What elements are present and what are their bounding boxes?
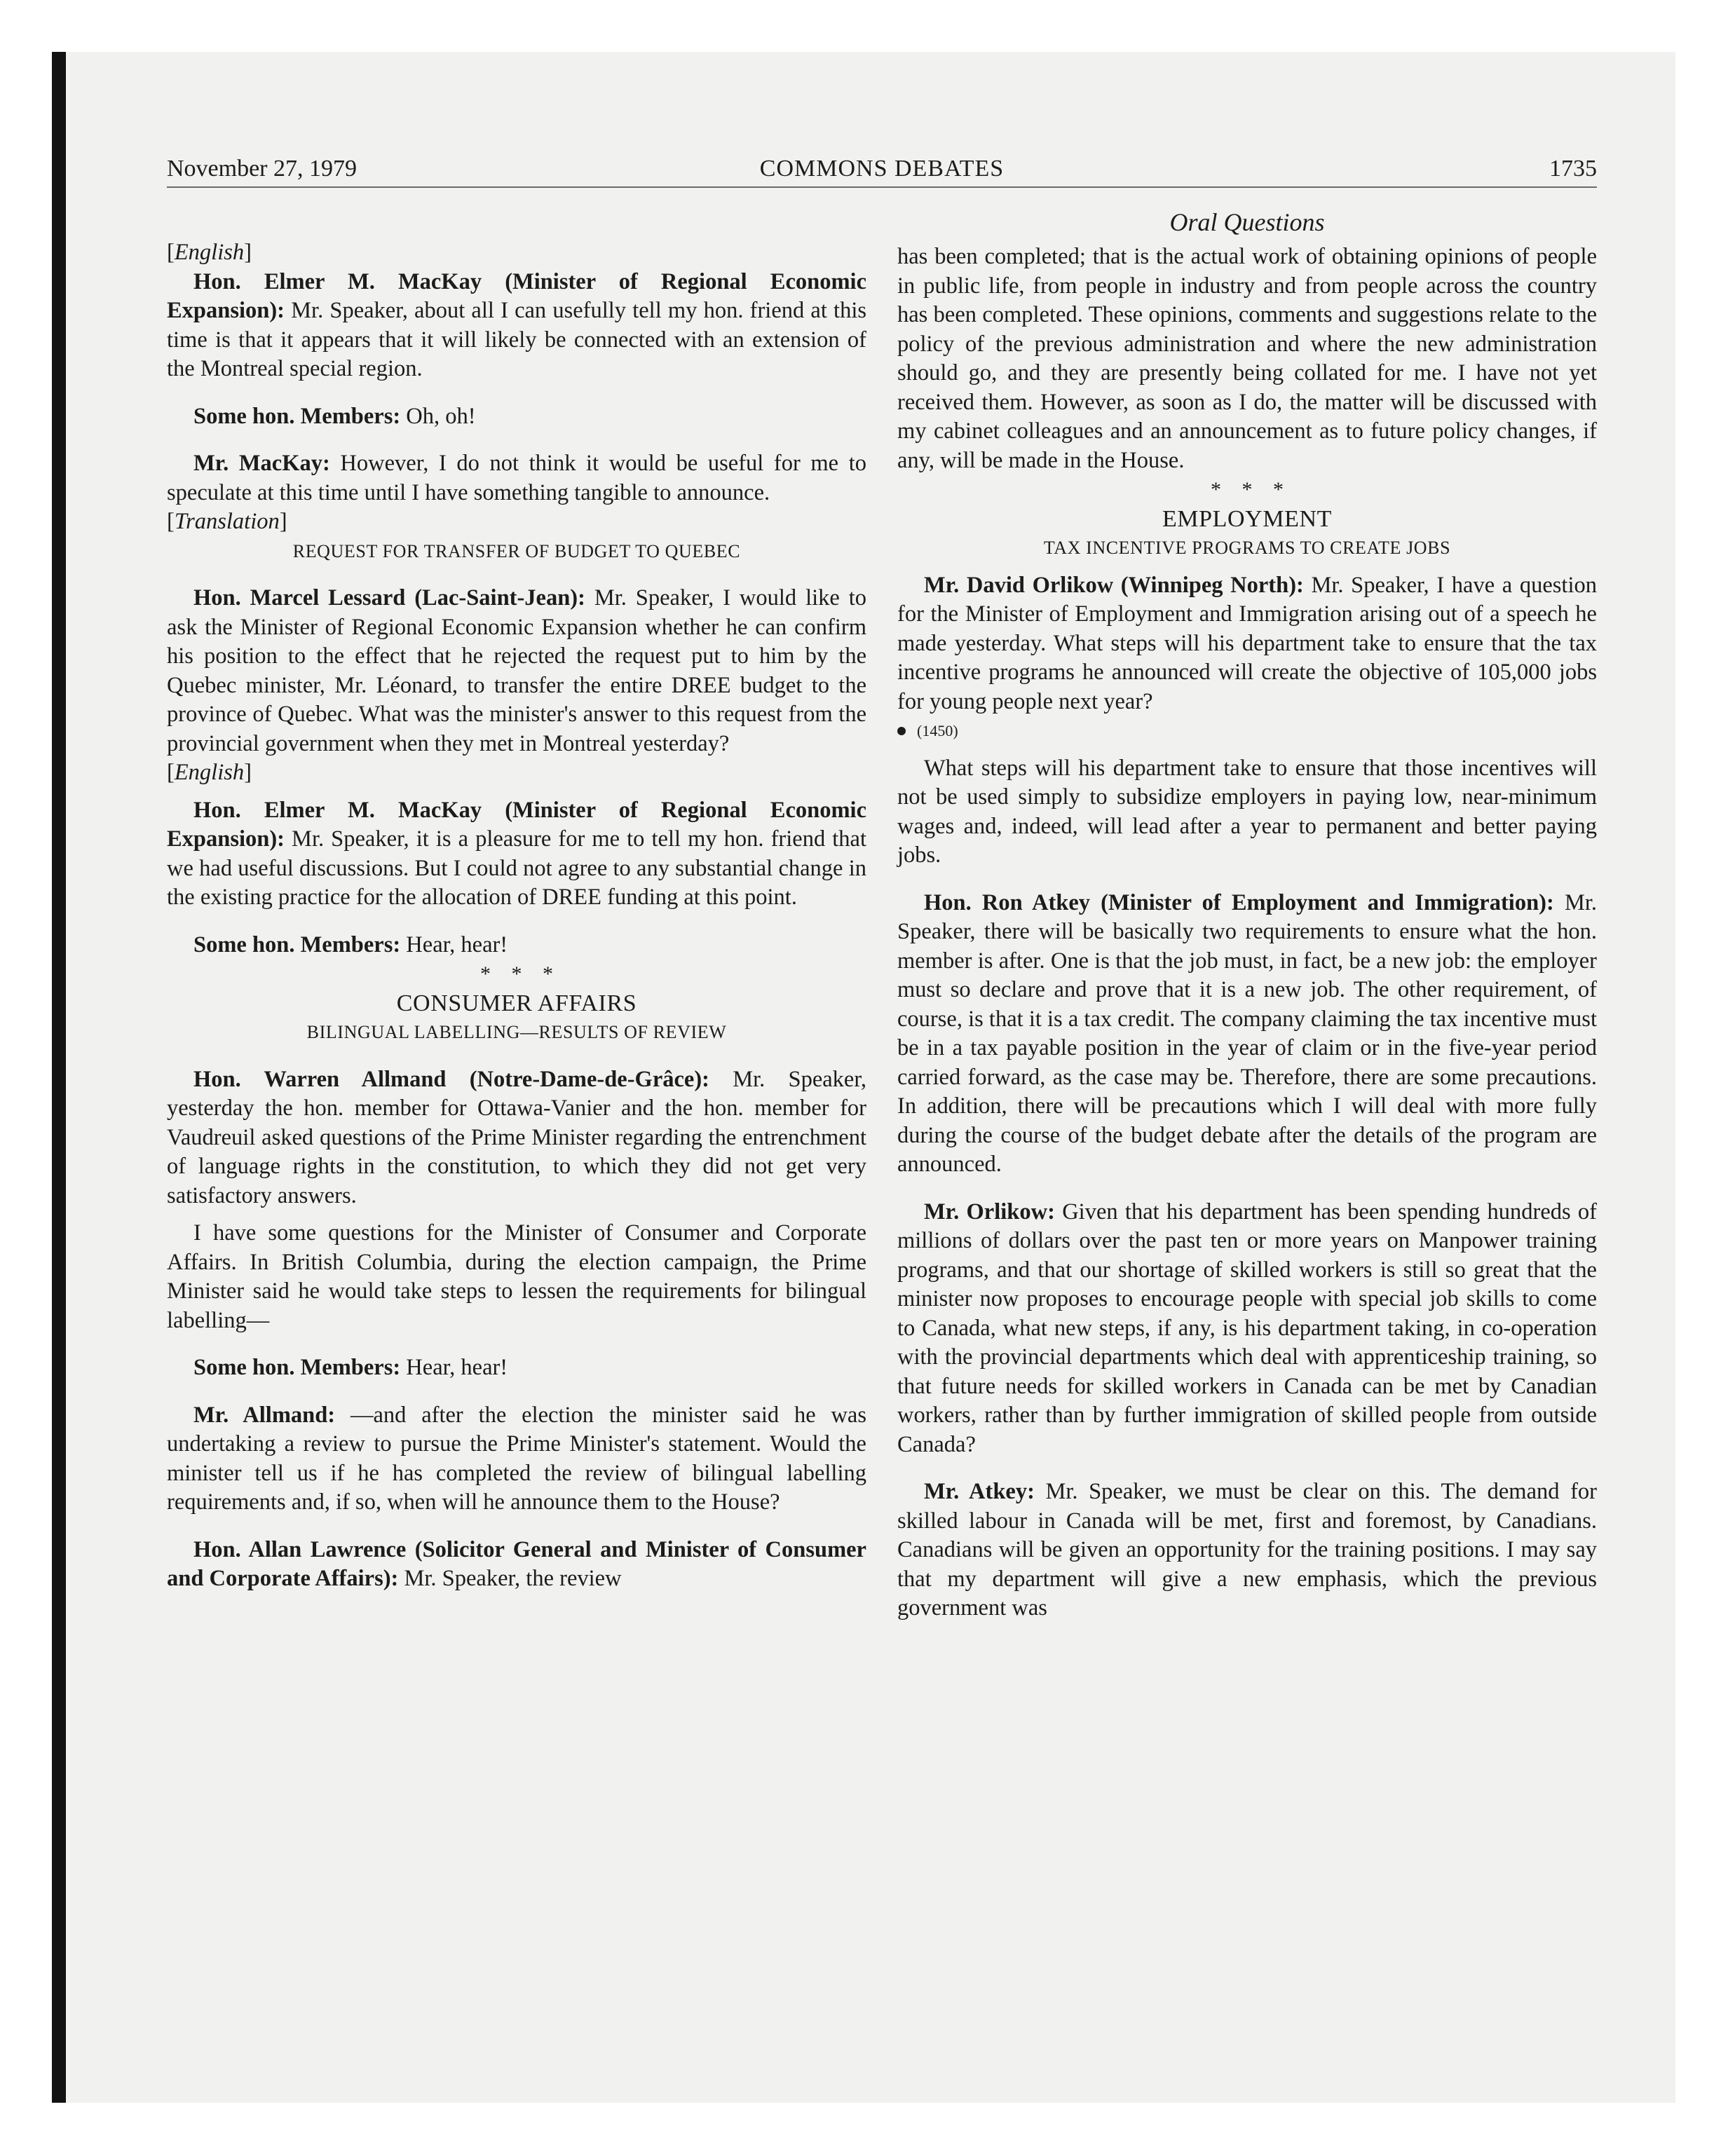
section-divider: * * *	[1211, 478, 1284, 501]
paragraph: Mr. Atkey: Mr. Speaker, we must be clear on this. The demand for skilled labour in Canada will be met, first and foremost, by Canadians. Canadians will be given an opportunity for the training positions. I may say that my department will give a new emphasis, which the previous government was	[897, 1479, 1597, 1621]
left-column	[167, 238, 866, 1594]
speaker-name: Mr. David Orlikow (Winnipeg North):	[924, 572, 1304, 598]
paragraph: Hon. Warren Allmand (Notre-Dame-de-Grâce): Mr. Speaker, yesterday the hon. member for Ottawa-Vanier and the hon. member for Vaudreuil asked questions of the Prime Minister regarding the entrenchment of language rights in the constitution, to which they did not get very satisfactory answers.	[167, 1066, 866, 1208]
speaker-name: Some hon. Members:	[193, 1355, 401, 1380]
speaker-name: Hon. Warren Allmand (Notre-Dame-de-Grâce):	[193, 1066, 709, 1092]
paragraph: Hon. Elmer M. MacKay (Minister of Regional Economic Expansion): Mr. Speaker, it is a pleasure for me to tell my hon. friend that we had useful discussions. But I could not agree to any substantial change in the existing practice for the allocation of DREE funding at this point.	[167, 797, 866, 910]
section-heading: CONSUMER AFFAIRS	[396, 990, 637, 1016]
language-tag: [Translation]	[167, 509, 287, 534]
subheading: TAX INCENTIVE PROGRAMS TO CREATE JOBS	[1043, 538, 1451, 558]
section-divider: * * *	[480, 962, 553, 985]
paragraph: Some hon. Members: Hear, hear!	[193, 932, 508, 957]
language-tag: [English]	[167, 240, 252, 265]
subheading: BILINGUAL LABELLING—RESULTS OF REVIEW	[306, 1022, 727, 1042]
paragraph: has been completed; that is the actual work of obtaining opinions of people in public life, from people in industry and from people across the country has been completed. These opinions, comments and suggestions relate to the policy of the previous administration and where the new administration should go, and they are presently being collated for me. I have not yet received them. However, as soon as I do, the matter will be discussed with my cabinet colleagues and an announcement as to future policy changes, if any, will be made in the House.	[897, 244, 1597, 473]
paragraph: Some hon. Members: Oh, oh!	[193, 403, 476, 429]
speaker-name: Hon. Elmer M. MacKay (Minister of Regional Economic Expansion):	[167, 797, 866, 852]
time-marker: (1450)	[897, 716, 1597, 746]
speaker-name: Hon. Ron Atkey (Minister of Employment and Immigration):	[924, 889, 1554, 915]
scan-edge	[52, 52, 66, 2103]
paragraph: Some hon. Members: Hear, hear!	[193, 1355, 508, 1380]
speaker-name: Mr. Orlikow:	[924, 1199, 1055, 1224]
section-label: Oral Questions	[1169, 208, 1325, 236]
speaker-name: Some hon. Members:	[193, 403, 401, 429]
paragraph: Hon. Allan Lawrence (Solicitor General and Minister of Consumer and Corporate Affairs): Mr. Speaker, the review	[167, 1536, 866, 1591]
bullet-icon	[897, 727, 906, 735]
subheading: REQUEST FOR TRANSFER OF BUDGET TO QUEBEC	[292, 540, 741, 561]
running-header	[167, 157, 1597, 188]
paragraph: Mr. Orlikow: Given that his department has been spending hundreds of millions of dollars over the past ten or more years on Manpower training programs, and that our shortage of skilled workers is still so great that the minister now proposes to encourage people with special job skills to come to Canada, what new steps, if any, is his department taking, in co-operation with the provincial departments which deal with apprenticeship training, so that future needs for skilled workers in Canada can be met by Canadian workers, rather than by further immigration of skilled people from outside Canada?	[897, 1199, 1597, 1457]
paragraph: Mr. MacKay: However, I do not think it would be useful for me to speculate at this time until I have something tangible to announce.	[167, 451, 866, 505]
speaker-name: Some hon. Members:	[193, 932, 401, 957]
section-heading: EMPLOYMENT	[1162, 505, 1333, 532]
page-number: 1735	[1549, 156, 1597, 182]
speaker-name: Hon. Elmer M. MacKay (Minister of Regional Economic Expansion):	[167, 268, 866, 323]
speaker-name: Mr. Allmand:	[193, 1402, 336, 1428]
paragraph: Mr. Allmand: —and after the election the minister said he was undertaking a review to pursue the Prime Minister's statement. Would the minister tell us if he has completed the review of bilingual labelling requirements and, if so, when will he announce them to the House?	[167, 1402, 866, 1515]
language-tag: [English]	[167, 760, 252, 785]
paragraph: Hon. Ron Atkey (Minister of Employment and Immigration): Mr. Speaker, there will be basically two requirements to ensure what the hon. member is after. One is that the job must, in fact, be a new job: the employer must so declare and prove that it is a new job. The other requirement, of course, is that it is a tax credit. The company claiming the tax incentive must be in a tax payable position in the year of claim or in the five-year period carried forward, as the case may be. Therefore, there are some precautions. In addition, there will be precautions which I will deal with more fully during the course of the budget debate after the details of the program are announced.	[897, 889, 1597, 1177]
header-date: November 27, 1979	[167, 156, 358, 182]
paragraph: I have some questions for the Minister of Consumer and Corporate Affairs. In British Columbia, during the election campaign, the Prime Minister said he would take steps to lessen the requirements for bilingual labelling—	[167, 1220, 866, 1333]
speaker-name: Mr. MacKay:	[193, 451, 330, 476]
right-column	[897, 243, 1597, 1623]
header-title: COMMONS DEBATES	[759, 156, 1005, 182]
paragraph: Hon. Elmer M. MacKay (Minister of Regional Economic Expansion): Mr. Speaker, about all I can usefully tell my hon. friend at this time is that it appears that it will likely be connected with an extension of the Montreal special region.	[167, 268, 866, 381]
speaker-name: Mr. Atkey:	[924, 1479, 1035, 1504]
paragraph: Mr. David Orlikow (Winnipeg North): Mr. Speaker, I have a question for the Minister of Employment and Immigration arising out of a speech he made yesterday. What steps will his department take to ensure that the tax incentive programs he announced will create the objective of 105,000 jobs for young people next year?	[897, 572, 1597, 714]
paragraph: What steps will his department take to ensure that those incentives will not be used simply to subsidize employers in paying low, near-minimum wages and, indeed, will lead after a year to permanent and better paying jobs.	[897, 755, 1597, 868]
speaker-name: Hon. Marcel Lessard (Lac-Saint-Jean):	[193, 585, 585, 610]
speaker-name: Hon. Allan Lawrence (Solicitor General and Minister of Consumer and Corporate Affairs):	[167, 1536, 866, 1591]
paragraph: Hon. Marcel Lessard (Lac-Saint-Jean): Mr. Speaker, I would like to ask the Minister of Regional Economic Expansion whether he can confirm his position to the effect that he rejected the request put to him by the Quebec minister, Mr. Léonard, to transfer the entire DREE budget to the province of Quebec. What was the minister's answer to this request from the provincial government when they met in Montreal yesterday?	[167, 585, 866, 756]
